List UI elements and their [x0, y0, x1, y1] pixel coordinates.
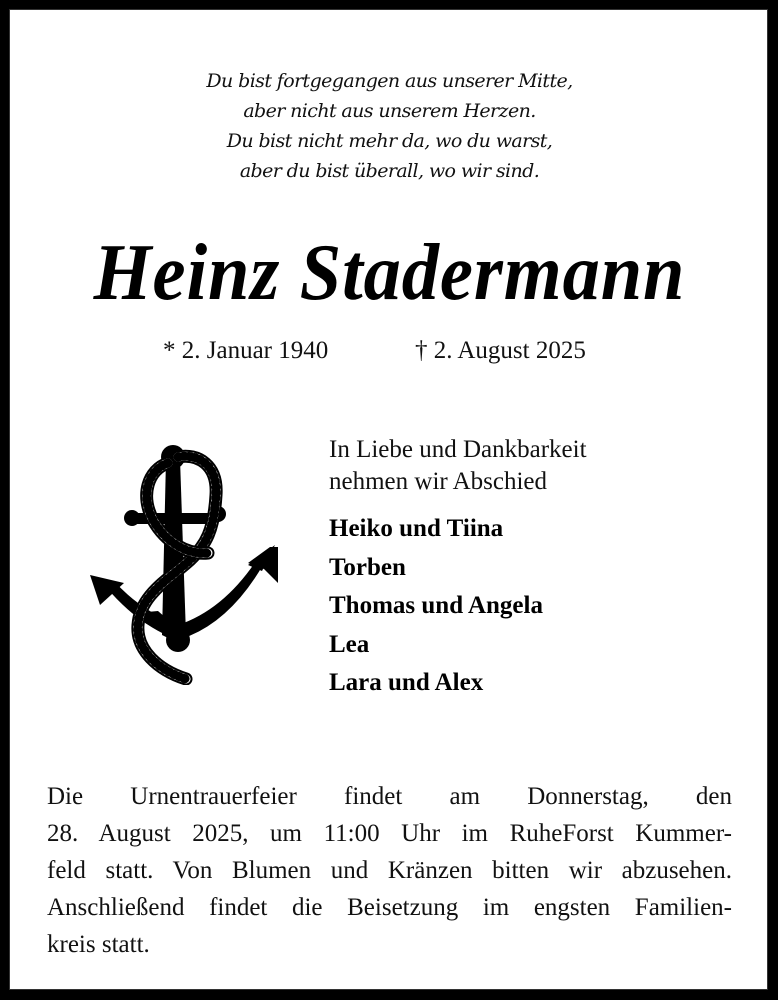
mourners-list	[329, 510, 749, 703]
mourner-name: Lara und Alex	[329, 669, 484, 696]
farewell-line: nehmen wir Abschied	[329, 468, 548, 495]
poem-line: aber du bist überall, wo wir sind.	[239, 160, 540, 182]
notice-line: Die Urnentrauerfeier findet am Donnerstag, den	[47, 783, 732, 810]
farewell-line: In Liebe und Dankbarkeit	[329, 436, 587, 463]
mourner-name: Thomas und Angela	[329, 592, 543, 619]
poem-line: Du bist nicht mehr da, wo du warst,	[226, 130, 553, 152]
notice-line: feld statt. Von Blumen und Kränzen bitten wir abzusehen.	[47, 857, 732, 884]
notice-line: 28. August 2025, um 11:00 Uhr im RuheForst Kummer-	[47, 820, 732, 847]
poem-line: Du bist fortgegangen aus unserer Mitte,	[206, 70, 573, 92]
birth-date: * 2. Januar 1940	[163, 337, 329, 364]
death-date: † 2. August 2025	[415, 337, 586, 364]
notice-line: kreis statt.	[47, 931, 150, 958]
mourner-name: Lea	[329, 630, 370, 658]
anchor-with-rope-icon	[78, 435, 278, 685]
mourner-name: Heiko und Tiina	[329, 515, 504, 542]
farewell-text	[329, 434, 749, 498]
poem-line: aber nicht aus unserem Herzen.	[243, 100, 536, 122]
deceased-name: Heinz Stadermann	[93, 229, 686, 317]
funeral-notice	[47, 778, 732, 963]
obituary-card	[9, 9, 768, 990]
notice-line: Anschließend findet die Beisetzung im engsten Familien-	[47, 894, 732, 921]
poem	[10, 66, 769, 186]
mourner-name: Torben	[329, 553, 406, 581]
